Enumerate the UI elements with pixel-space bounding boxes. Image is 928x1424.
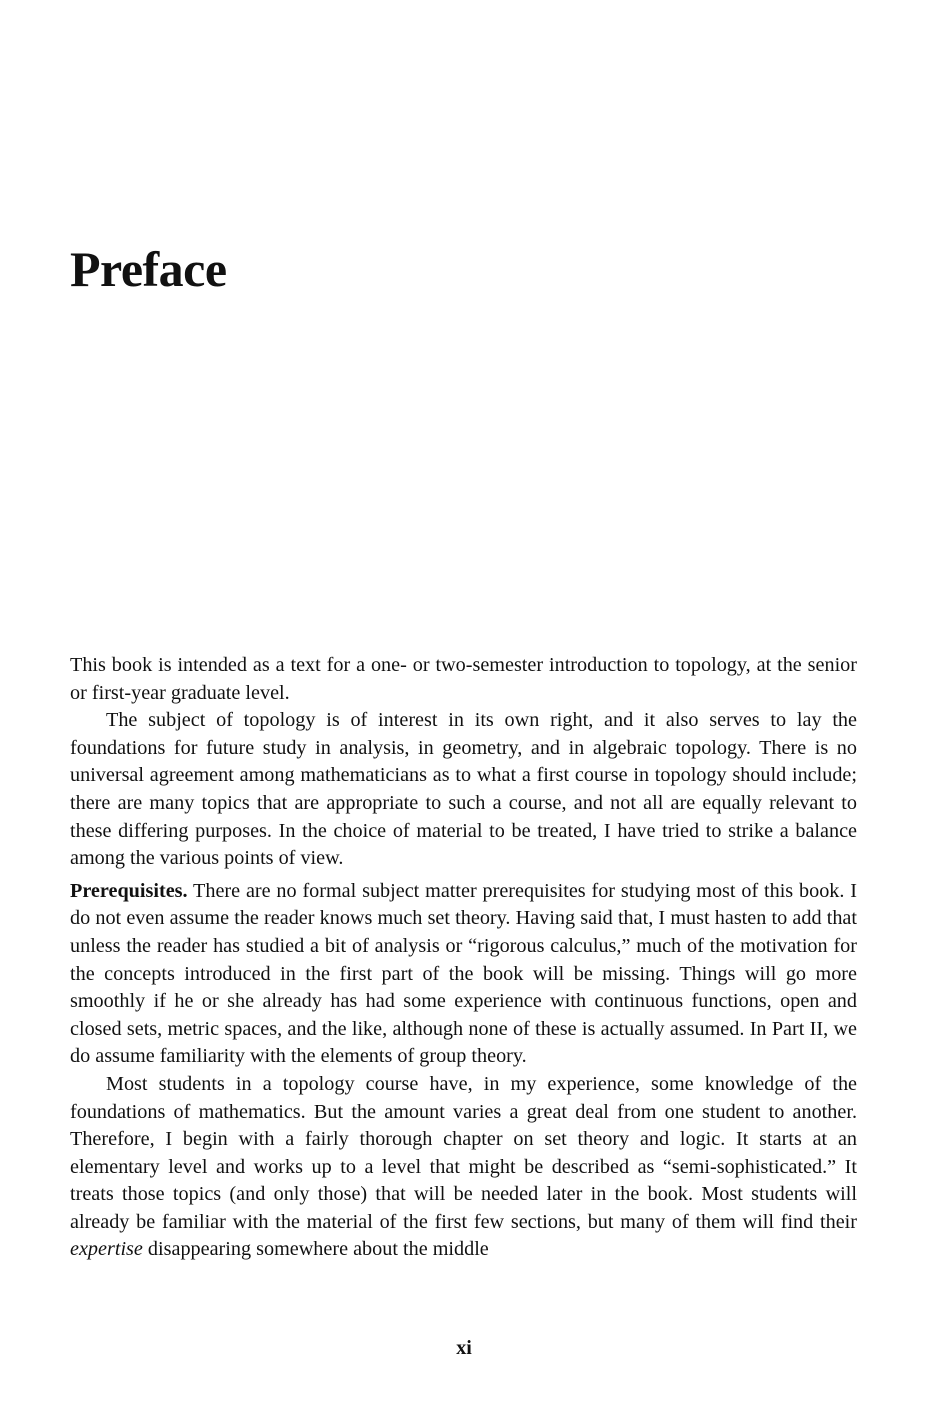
prerequisites-heading: Prerequisites. xyxy=(70,879,188,902)
paragraph-text-after-emphasis: disappearing somewhere about the middle xyxy=(142,1238,489,1261)
page-number: xi xyxy=(456,1337,472,1359)
prerequisites-text: There are no formal subject matter prerequisites for studying most of this book. I do not even assume the reader knows much set theory. Having said that, I must hasten to add that unless the reader has studied a bit of analysis or “rigorous calculus,” much of the motivation for the concepts introduced in the first part of the book will be missing. Things will go more smoothly if he or she already has had some experience with continuous functions, open and closed sets, metric spaces, and the like, although none of these is actually assumed. In Part II, we do assume familiarity with the elements of group theory. xyxy=(70,879,857,1068)
paragraph-subject-of-topology: The subject of topology is of interest in its own right, and it also serves to lay the foundations for future study in analysis, in geometry, and in algebraic topology. There is no universal agreement among mathematicians as to what a first course in topology should include; there are many topics that are appropriate to such a course, and not all are equally relevant to these differing purposes. In the choice of material to be treated, I have tried to strike a balance among the various points of view. xyxy=(70,709,857,870)
paragraph-intro: This book is intended as a text for a one- or two-semester introduction to topology, at the senior or first-year graduate level. xyxy=(70,654,857,704)
chapter-title: Preface xyxy=(70,241,227,297)
preface-body xyxy=(70,652,857,1264)
paragraph-prerequisites xyxy=(70,878,857,1071)
emphasized-word: expertise xyxy=(70,1238,143,1261)
paragraph-students-background xyxy=(70,1071,857,1264)
paragraph-text-before-emphasis: Most students in a topology course have, in my experience, some knowledge of the foundations of mathematics. But the amount varies a great deal from one student to another. Therefore, I begin with a fairly thorough chapter on set theory and logic. It starts at an elementary level and works up to a level that might be described as “semi-sophisticated.” It treats those topics (and only those) that will be needed later in the book. Most students will already be familiar with the material of the first few sections, but many of them will find their xyxy=(70,1072,857,1233)
